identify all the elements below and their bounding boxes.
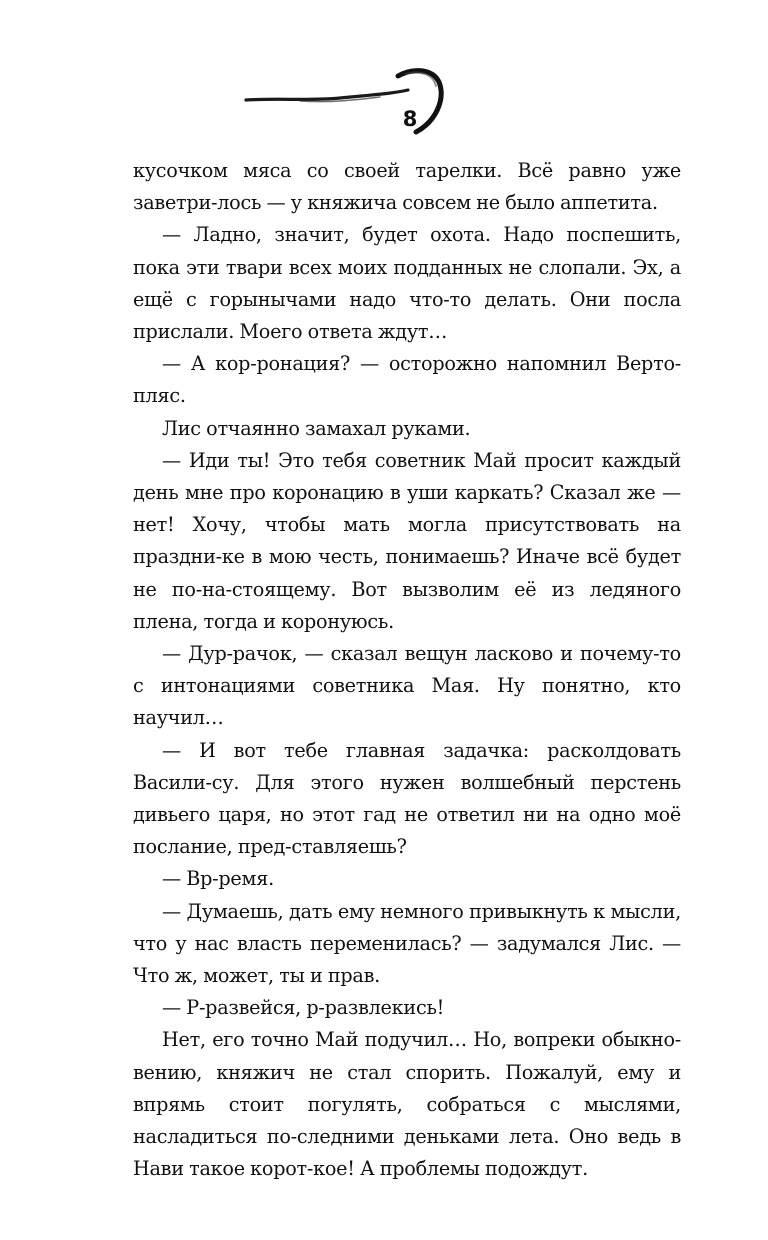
paragraph: — Вр-ремя. [162, 867, 274, 891]
paragraph: Нет, его точно Май подучил… Но, вопреки обыкно-вению, княжич не стал спорить. Пожалуй, ему и впрямь стоит погулять, собраться с мыслями, насладиться по-следними деньками лета. Оно ведь в Нави такое корот-кое! А проблемы подождут. [133, 1028, 681, 1181]
body-text [133, 155, 681, 1186]
paragraph: — И вот тебе главная задачка: расколдовать Васили-су. Для этого нужен волшебный перстень дивьего царя, но этот гад не ответил ни на одно моё послание, пред-ставляешь? [133, 738, 681, 859]
paragraph: Лис отчаянно замахал руками. [162, 416, 471, 440]
page-header [0, 0, 768, 150]
paragraph: — Дур-рачок, — сказал вещун ласково и почему-то с интонациями советника Мая. Ну понятно, кто научил… [133, 642, 681, 730]
paragraph: — Иди ты! Это тебя советник Май просит каждый день мне про коронацию в уши каркать? Сказал же — нет! Хочу, чтобы мать могла присутствовать на праздни-ке в мою честь, понимаешь? Иначе всё будет не по-на-стоящему. Вот вызволим её из ледяного плена, тогда и коронуюсь. [133, 448, 681, 633]
paragraph: — Думаешь, дать ему немного привыкнуть к мысли, что у нас власть переменилась? — задумался Лис. — Что ж, может, ты и прав. [133, 899, 681, 988]
paragraph: — А кор-ронация? — осторожно напомнил Верто-пляс. [133, 352, 681, 408]
paragraph: — Ладно, значит, будет охота. Надо поспешить, пока эти твари всех моих подданных не слопали. Эх, а ещё с горынычами надо что-то делать. Они посла прислали. Моего ответа ждут… [133, 223, 681, 344]
page-number: 8 [402, 107, 418, 131]
paragraph: — Р-развейся, р-развлекись! [162, 996, 445, 1020]
paragraph: кусочком мяса со своей тарелки. Всё равно уже заветри-лось — у княжича совсем не было аппетита. [133, 159, 681, 215]
